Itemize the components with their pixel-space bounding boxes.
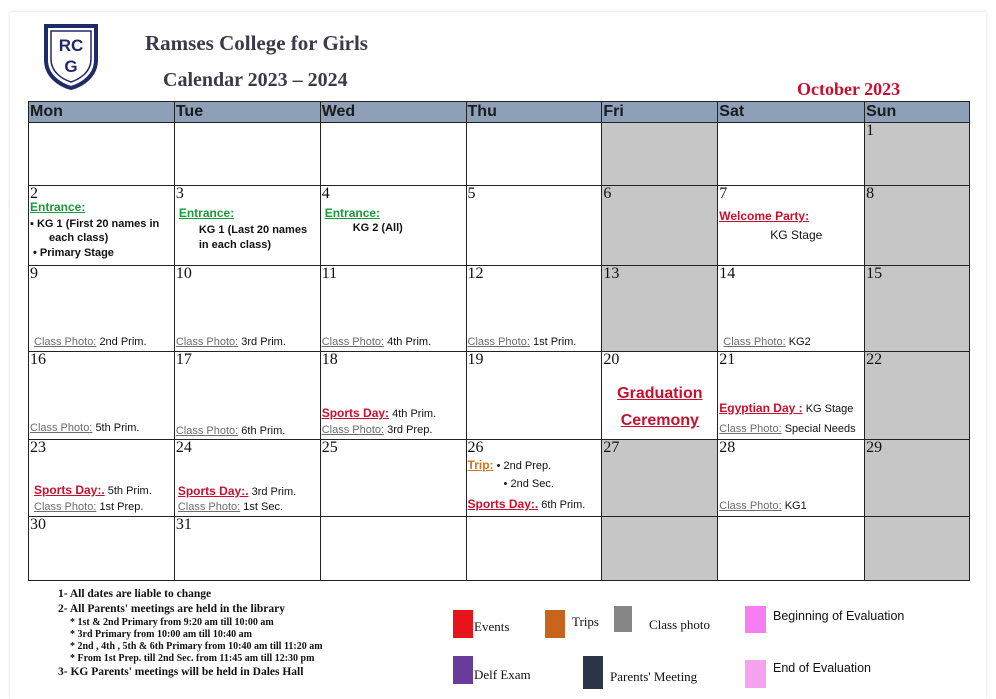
day-cell-24 <box>175 440 321 517</box>
day-number: 15 <box>866 266 883 282</box>
week-row-4 <box>29 352 970 440</box>
day-number: 6 <box>603 186 612 202</box>
day-cell-26 <box>467 440 603 517</box>
legend-label-end-evaluation: End of Evaluation <box>773 661 871 675</box>
day-cell-empty <box>467 123 603 186</box>
day-number: 27 <box>603 440 620 456</box>
logo-text-bottom: G <box>64 57 78 76</box>
legend-label-parents-meeting: Parents' Meeting <box>610 669 698 684</box>
class-photo-entry: Class Photo: 3rd Prim. <box>175 336 286 348</box>
day-cell-27 <box>602 440 718 517</box>
note-2-item: * 1st & 2nd Primary from 9:20 am till 10:00 am <box>70 617 274 628</box>
legend-swatch-end-evaluation <box>745 660 766 688</box>
note-2: 2- All Parents' meetings are held in the library <box>58 603 286 615</box>
week-row-5 <box>29 440 970 517</box>
day-number: 28 <box>719 440 736 456</box>
day-number: 17 <box>175 352 192 368</box>
day-number: 24 <box>175 440 192 456</box>
event-text: in each class) <box>198 239 271 251</box>
day-cell-empty <box>29 123 175 186</box>
entrance-label: Entrance: <box>324 206 381 220</box>
note-2-item: * From 1st Prep. till 2nd Sec. from 11:45 am till 12:30 pm <box>70 653 315 664</box>
day-number: 30 <box>30 517 46 533</box>
legend-swatch-trips <box>545 610 565 638</box>
day-number: 13 <box>603 266 620 282</box>
day-cell-4 <box>321 186 467 266</box>
day-number: 25 <box>321 440 338 456</box>
event-text: KG 2 (All) <box>352 222 403 234</box>
day-cell-empty <box>602 123 718 186</box>
day-number: 29 <box>866 440 883 456</box>
legend-swatch-events <box>453 610 473 638</box>
graduation-label: Graduation <box>617 385 703 402</box>
day-cell-empty <box>718 123 865 186</box>
class-photo-entry: Class Photo: 1st Sec. <box>177 501 284 513</box>
day-number: 18 <box>321 352 338 368</box>
weekday-fri: Fri <box>602 102 718 123</box>
class-photo-entry: Class Photo: KG1 <box>719 500 807 512</box>
day-number: 9 <box>30 266 38 282</box>
legend-label-trips: Trips <box>572 614 599 629</box>
event-text: • Primary Stage <box>33 247 114 259</box>
day-cell-30 <box>29 517 175 581</box>
day-cell-empty <box>175 123 321 186</box>
legend-label-class-photo: Class photo <box>649 617 711 632</box>
egyptian-day-entry: Egyptian Day : KG Stage <box>719 401 854 415</box>
weekday-header-row <box>29 102 970 123</box>
legend-label-events: Events <box>474 619 510 634</box>
day-number: 23 <box>30 440 46 456</box>
month-title: October 2023 <box>797 79 901 99</box>
day-cell-empty <box>602 517 718 581</box>
day-number: 14 <box>719 266 736 282</box>
weekday-mon: Mon <box>29 102 175 123</box>
day-number: 2 <box>30 186 38 202</box>
calendar-grid <box>28 101 970 581</box>
sports-day-entry: Sports Day:. 6th Prim. <box>467 497 586 511</box>
sports-day-entry: Sports Day:. 3rd Prim. <box>177 484 297 498</box>
class-photo-entry: Class Photo: 3rd Prep. <box>321 424 433 436</box>
day-cell-6 <box>602 186 718 266</box>
day-cell-5 <box>467 186 603 266</box>
class-photo-entry: Class Photo: Special Needs <box>719 423 856 435</box>
day-cell-2 <box>29 186 175 266</box>
calendar-title: Calendar 2023 – 2024 <box>163 69 348 91</box>
day-cell-empty <box>865 517 970 581</box>
class-photo-entry: Class Photo: 1st Prep. <box>34 501 144 513</box>
day-cell-23 <box>29 440 175 517</box>
day-cell-11 <box>321 266 467 352</box>
day-cell-21 <box>718 352 865 440</box>
weekday-sat: Sat <box>718 102 865 123</box>
event-text: KG 1 (Last 20 names <box>198 224 308 236</box>
legend-swatch-class-photo <box>614 606 632 632</box>
note-2-item: * 3rd Primary from 10:00 am till 10:40 am <box>70 629 252 640</box>
legend-swatch-delf-exam <box>453 656 473 684</box>
day-number: 4 <box>321 186 330 202</box>
day-cell-28 <box>718 440 865 517</box>
day-cell-empty <box>321 123 467 186</box>
event-text: each class) <box>49 232 109 244</box>
note-1: 1- All dates are liable to change <box>58 588 212 600</box>
day-cell-20 <box>602 352 718 440</box>
day-cell-25 <box>321 440 467 517</box>
day-cell-22 <box>865 352 970 440</box>
day-cell-16 <box>29 352 175 440</box>
day-number: 7 <box>719 186 728 202</box>
day-number: 16 <box>30 352 46 368</box>
week-row-1 <box>29 123 970 186</box>
event-text: KG Stage <box>770 228 823 242</box>
day-cell-31 <box>175 517 321 581</box>
note-3: 3- KG Parents' meetings will be held in Dales Hall <box>58 666 304 678</box>
footer-notes <box>58 587 323 680</box>
class-photo-entry: Class Photo: 4th Prim. <box>321 336 432 348</box>
legend-swatch-beginning-evaluation <box>745 606 766 633</box>
day-number: 20 <box>603 352 620 368</box>
day-number: 10 <box>175 266 192 282</box>
day-number: 31 <box>175 517 192 533</box>
day-number: 21 <box>719 352 736 368</box>
school-logo <box>42 22 100 90</box>
class-photo-entry: Class Photo: 5th Prim. <box>30 422 140 434</box>
day-cell-empty <box>718 517 865 581</box>
day-number: 5 <box>467 186 476 202</box>
day-cell-9 <box>29 266 175 352</box>
week-row-2 <box>29 186 970 266</box>
day-number: 1 <box>866 123 875 139</box>
week-row-6 <box>29 517 970 581</box>
day-cell-14 <box>718 266 865 352</box>
trip-entry: Trip: • 2nd Prep. <box>467 458 552 472</box>
day-number: 26 <box>467 440 484 456</box>
day-number: 11 <box>321 266 338 282</box>
day-cell-1 <box>865 123 970 186</box>
sports-day-entry: Sports Day: 4th Prim. <box>321 406 437 420</box>
day-cell-13 <box>602 266 718 352</box>
day-cell-19 <box>467 352 603 440</box>
day-cell-empty <box>467 517 603 581</box>
day-cell-29 <box>865 440 970 517</box>
day-cell-7 <box>718 186 865 266</box>
day-number: 19 <box>467 352 484 368</box>
sports-day-entry: Sports Day:. 5th Prim. <box>34 483 152 497</box>
class-photo-entry: Class Photo: 2nd Prim. <box>34 336 147 348</box>
weekday-wed: Wed <box>321 102 467 123</box>
welcome-party-label: Welcome Party: <box>719 209 810 223</box>
day-number: 3 <box>175 186 184 202</box>
day-cell-15 <box>865 266 970 352</box>
day-number: 8 <box>866 186 875 202</box>
weekday-sun: Sun <box>865 102 970 123</box>
legend-label-delf-exam: Delf Exam <box>474 667 531 682</box>
trip-entry: • 2nd Sec. <box>503 478 554 490</box>
note-2-item: * 2nd , 4th , 5th & 6th Primary from 10:40 am till 11:20 am <box>70 641 323 652</box>
day-cell-17 <box>175 352 321 440</box>
entrance-label: Entrance: <box>178 206 235 220</box>
day-cell-12 <box>467 266 603 352</box>
weekday-thu: Thu <box>467 102 603 123</box>
logo-text-top: RC <box>58 36 84 55</box>
day-cell-10 <box>175 266 321 352</box>
school-name: Ramses College for Girls <box>145 31 368 55</box>
day-cell-3 <box>175 186 321 266</box>
day-cell-8 <box>865 186 970 266</box>
day-number: 22 <box>866 352 883 368</box>
week-row-3 <box>29 266 970 352</box>
entrance-label: Entrance: <box>30 200 86 214</box>
ceremony-label: Ceremony <box>620 412 699 429</box>
day-cell-18 <box>321 352 467 440</box>
legend-label-beginning-evaluation: Beginning of Evaluation <box>773 609 905 623</box>
day-cell-empty <box>321 517 467 581</box>
legend-swatch-parents-meeting <box>583 656 603 689</box>
day-number: 12 <box>467 266 484 282</box>
weekday-tue: Tue <box>175 102 321 123</box>
class-photo-entry: Class Photo: KG2 <box>723 336 811 348</box>
event-text: ▪ KG 1 (First 20 names in <box>30 218 160 230</box>
class-photo-entry: Class Photo: 6th Prim. <box>175 425 286 437</box>
class-photo-entry: Class Photo: 1st Prim. <box>467 336 577 348</box>
